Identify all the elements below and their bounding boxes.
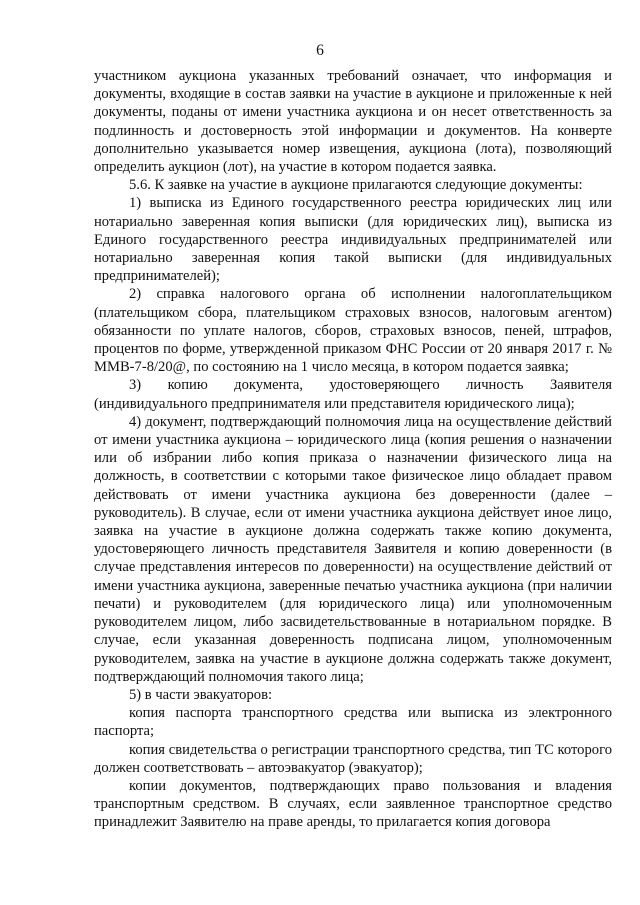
sub-item-passport: копия паспорта транспортного средства или выписка из электронного паспорта; — [94, 705, 612, 740]
page-number: 6 — [316, 42, 324, 59]
sub-item-ownership: копии документов, подтверждающих право пользования и владения транспортным средством. В случаях, если заявленное транспортное средство принадлежит Заявителю на праве аренды, то прилагается копия договора — [94, 777, 612, 831]
paragraph-continuation: участником аукциона указанных требований означает, что информация и документы, входящие в состав заявки на участие в аукционе и приложенные к ней документы, поданы от имени участника аукциона и он несет ответственность за подлинность и достоверность этой информации и документов. На конверте дополнительно указывается номер извещения, аукциона (лота), позволяющий определить аукцион (лот), на участие в котором подается заявка. — [94, 68, 612, 176]
list-item-2: 2) справка налогового органа об исполнении налогоплательщиком (плательщиком сбора, плательщиком страховых взносов, налоговым агентом) обязанности по уплате налогов, сборов, страховых взносов, пеней, штрафов, процентов по форме, утвержденной приказом ФНС России от 20 января 2017 г. № ММВ-7-8/20@, по состоянию на 1 число месяца, в котором подается заявка; — [94, 286, 612, 376]
list-item-4: 4) документ, подтверждающий полномочия лица на осуществление действий от имени участника аукциона – юридического лица (копия решения о назначении или об избрании либо копия приказа о назначении физического лица на должность, в соответствии с которыми такое физическое лицо обладает правом действовать от имени участника аукциона без доверенности (далее – руководитель). В случае, если от имени участника аукциона действует иное лицо, заявка на участие в аукционе должна содержать также копию документа, удостоверяющего личность представителя Заявителя и копию доверенности (в случае представления интересов по доверенности) на осуществление действий от имени участника аукциона, заверенные печатью участника аукциона (при наличии печати) и руководителем (для юридического лица) или уполномоченным руководителем лицом, либо засвидетельствованные в нотариальном порядке. В случае, если указанная доверенность подписана лицом, уполномоченным руководителем, заявка на участие в аукционе должна содержать также документ, подтверждающий полномочия такого лица; — [94, 413, 612, 685]
paragraph-5-6-heading: 5.6. К заявке на участие в аукционе прилагаются следующие документы: — [129, 177, 583, 194]
list-item-1: 1) выписка из Единого государственного реестра юридических лиц или нотариально заверенная копия выписки (для юридических лиц), выписка из Единого государственного реестра индивидуальных предпринимателей или нотариально заверенная копия такой выписки (для индивидуальных предпринимателей); — [94, 195, 612, 285]
document-body — [94, 67, 612, 832]
sub-item-registration: копия свидетельства о регистрации транспортного средства, тип ТС которого должен соответствовать – автоэвакуатор (эвакуатор); — [94, 741, 612, 776]
list-item-5: 5) в части эвакуаторов: — [129, 686, 273, 703]
list-item-3: 3) копию документа, удостоверяющего личность Заявителя (индивидуального предпринимателя или представителя юридического лица); — [94, 377, 612, 412]
